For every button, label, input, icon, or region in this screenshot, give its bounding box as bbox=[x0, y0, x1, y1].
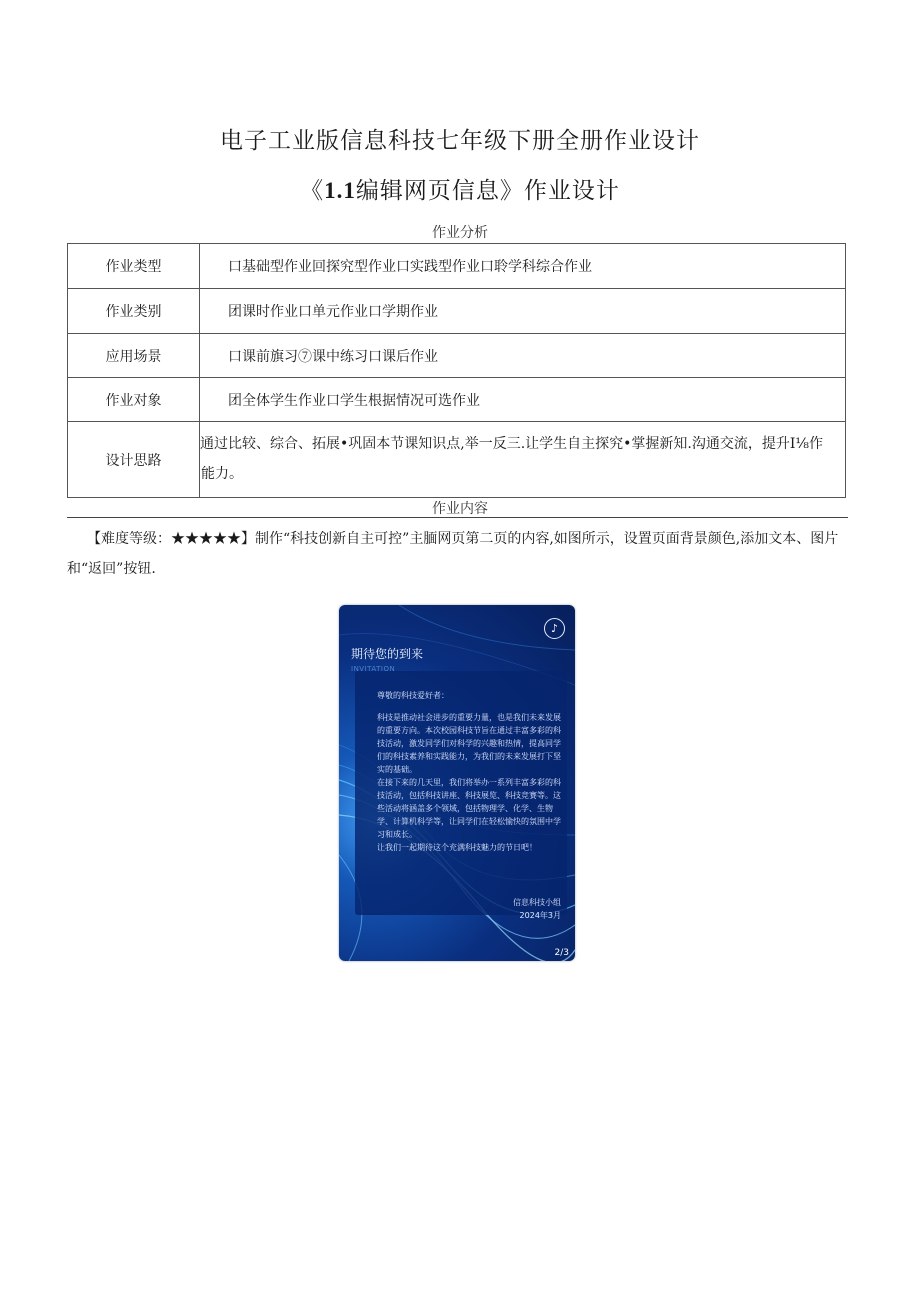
row-value-design bbox=[200, 422, 846, 498]
row-key: 作业类型 bbox=[68, 244, 200, 289]
invitation-screenshot bbox=[339, 605, 575, 961]
signature-org: 信息科技小组 bbox=[513, 898, 561, 907]
row-key: 作业类别 bbox=[68, 289, 200, 334]
document-subtitle bbox=[0, 172, 920, 205]
row-value: 团全体学生作业口学生根据情况可选作业 bbox=[200, 378, 846, 422]
section-divider bbox=[67, 517, 848, 518]
row-value: 口基础型作业回探究型作业口实践型作业口聆学科综合作业 bbox=[200, 244, 846, 289]
row-key: 应用场景 bbox=[68, 334, 200, 378]
design-idea-text: 通过比较、综合、拓展•巩固本节课知识点,举一反三.让学生自主探究•掌握新知.沟通交流，提升I⅛作能力。 bbox=[200, 435, 823, 482]
analysis-table bbox=[67, 243, 846, 498]
signature-date: 2024年3月 bbox=[519, 911, 561, 920]
content-section-label: 作业内容 bbox=[432, 501, 488, 517]
subtitle-prefix: 《 bbox=[300, 178, 325, 204]
row-key: 作业对象 bbox=[68, 378, 200, 422]
subtitle-rest: 编辑网页信息》作业设计 bbox=[355, 178, 620, 204]
music-note-icon[interactable]: ♪ bbox=[544, 618, 565, 639]
document-title: 电子工业版信息科技七年级下册全册作业设计 bbox=[220, 128, 700, 154]
task-description: 【难度等级：★★★★★】制作“科技创新自主可控”主腼网页第二页的内容,如图所示，设置页面背景颜色,添加文本、图片和“返回”按钮. bbox=[67, 531, 839, 577]
row-value: 团课时作业口单元作业口学期作业 bbox=[200, 289, 846, 334]
table-row bbox=[68, 244, 846, 289]
card-body bbox=[377, 689, 564, 854]
table-row bbox=[68, 334, 846, 378]
table-row bbox=[68, 378, 846, 422]
card-paragraph: 科技是推动社会进步的重要力量，也是我们未来发展的重要方向。本次校园科技节旨在通过丰富多彩的科技活动，激发同学们对科学的兴趣和热情，提高同学们的科技素养和实践能力，为我们的未来发展打下坚实的基础。 bbox=[377, 713, 561, 774]
page-indicator: 2/3 bbox=[554, 948, 569, 958]
table-row bbox=[68, 422, 846, 498]
card-signature bbox=[513, 896, 561, 922]
card-title: 期待您的到来 bbox=[351, 647, 424, 661]
row-value: 口课前旗习⑦课中练习口课后作业 bbox=[200, 334, 846, 378]
row-key: 设计思路 bbox=[68, 422, 200, 498]
card-paragraph: 让我们一起期待这个充满科技魅力的节日吧！ bbox=[377, 843, 537, 852]
card-greeting: 尊敬的科技爱好者： bbox=[377, 691, 449, 700]
analysis-section-label: 作业分析 bbox=[432, 225, 488, 241]
card-paragraph: 在接下来的几天里，我们将举办一系列丰富多彩的科技活动，包括科技讲座、科技展览、科技竞赛等。这些活动将涵盖多个领域，包括物理学、化学、生物学、计算机科学等，让同学们在轻松愉快的氛围中学习和成长。 bbox=[377, 778, 561, 839]
card-subtitle: INVITATION bbox=[351, 665, 396, 673]
subtitle-section-number: 1.1 bbox=[324, 178, 356, 203]
table-row bbox=[68, 289, 846, 334]
